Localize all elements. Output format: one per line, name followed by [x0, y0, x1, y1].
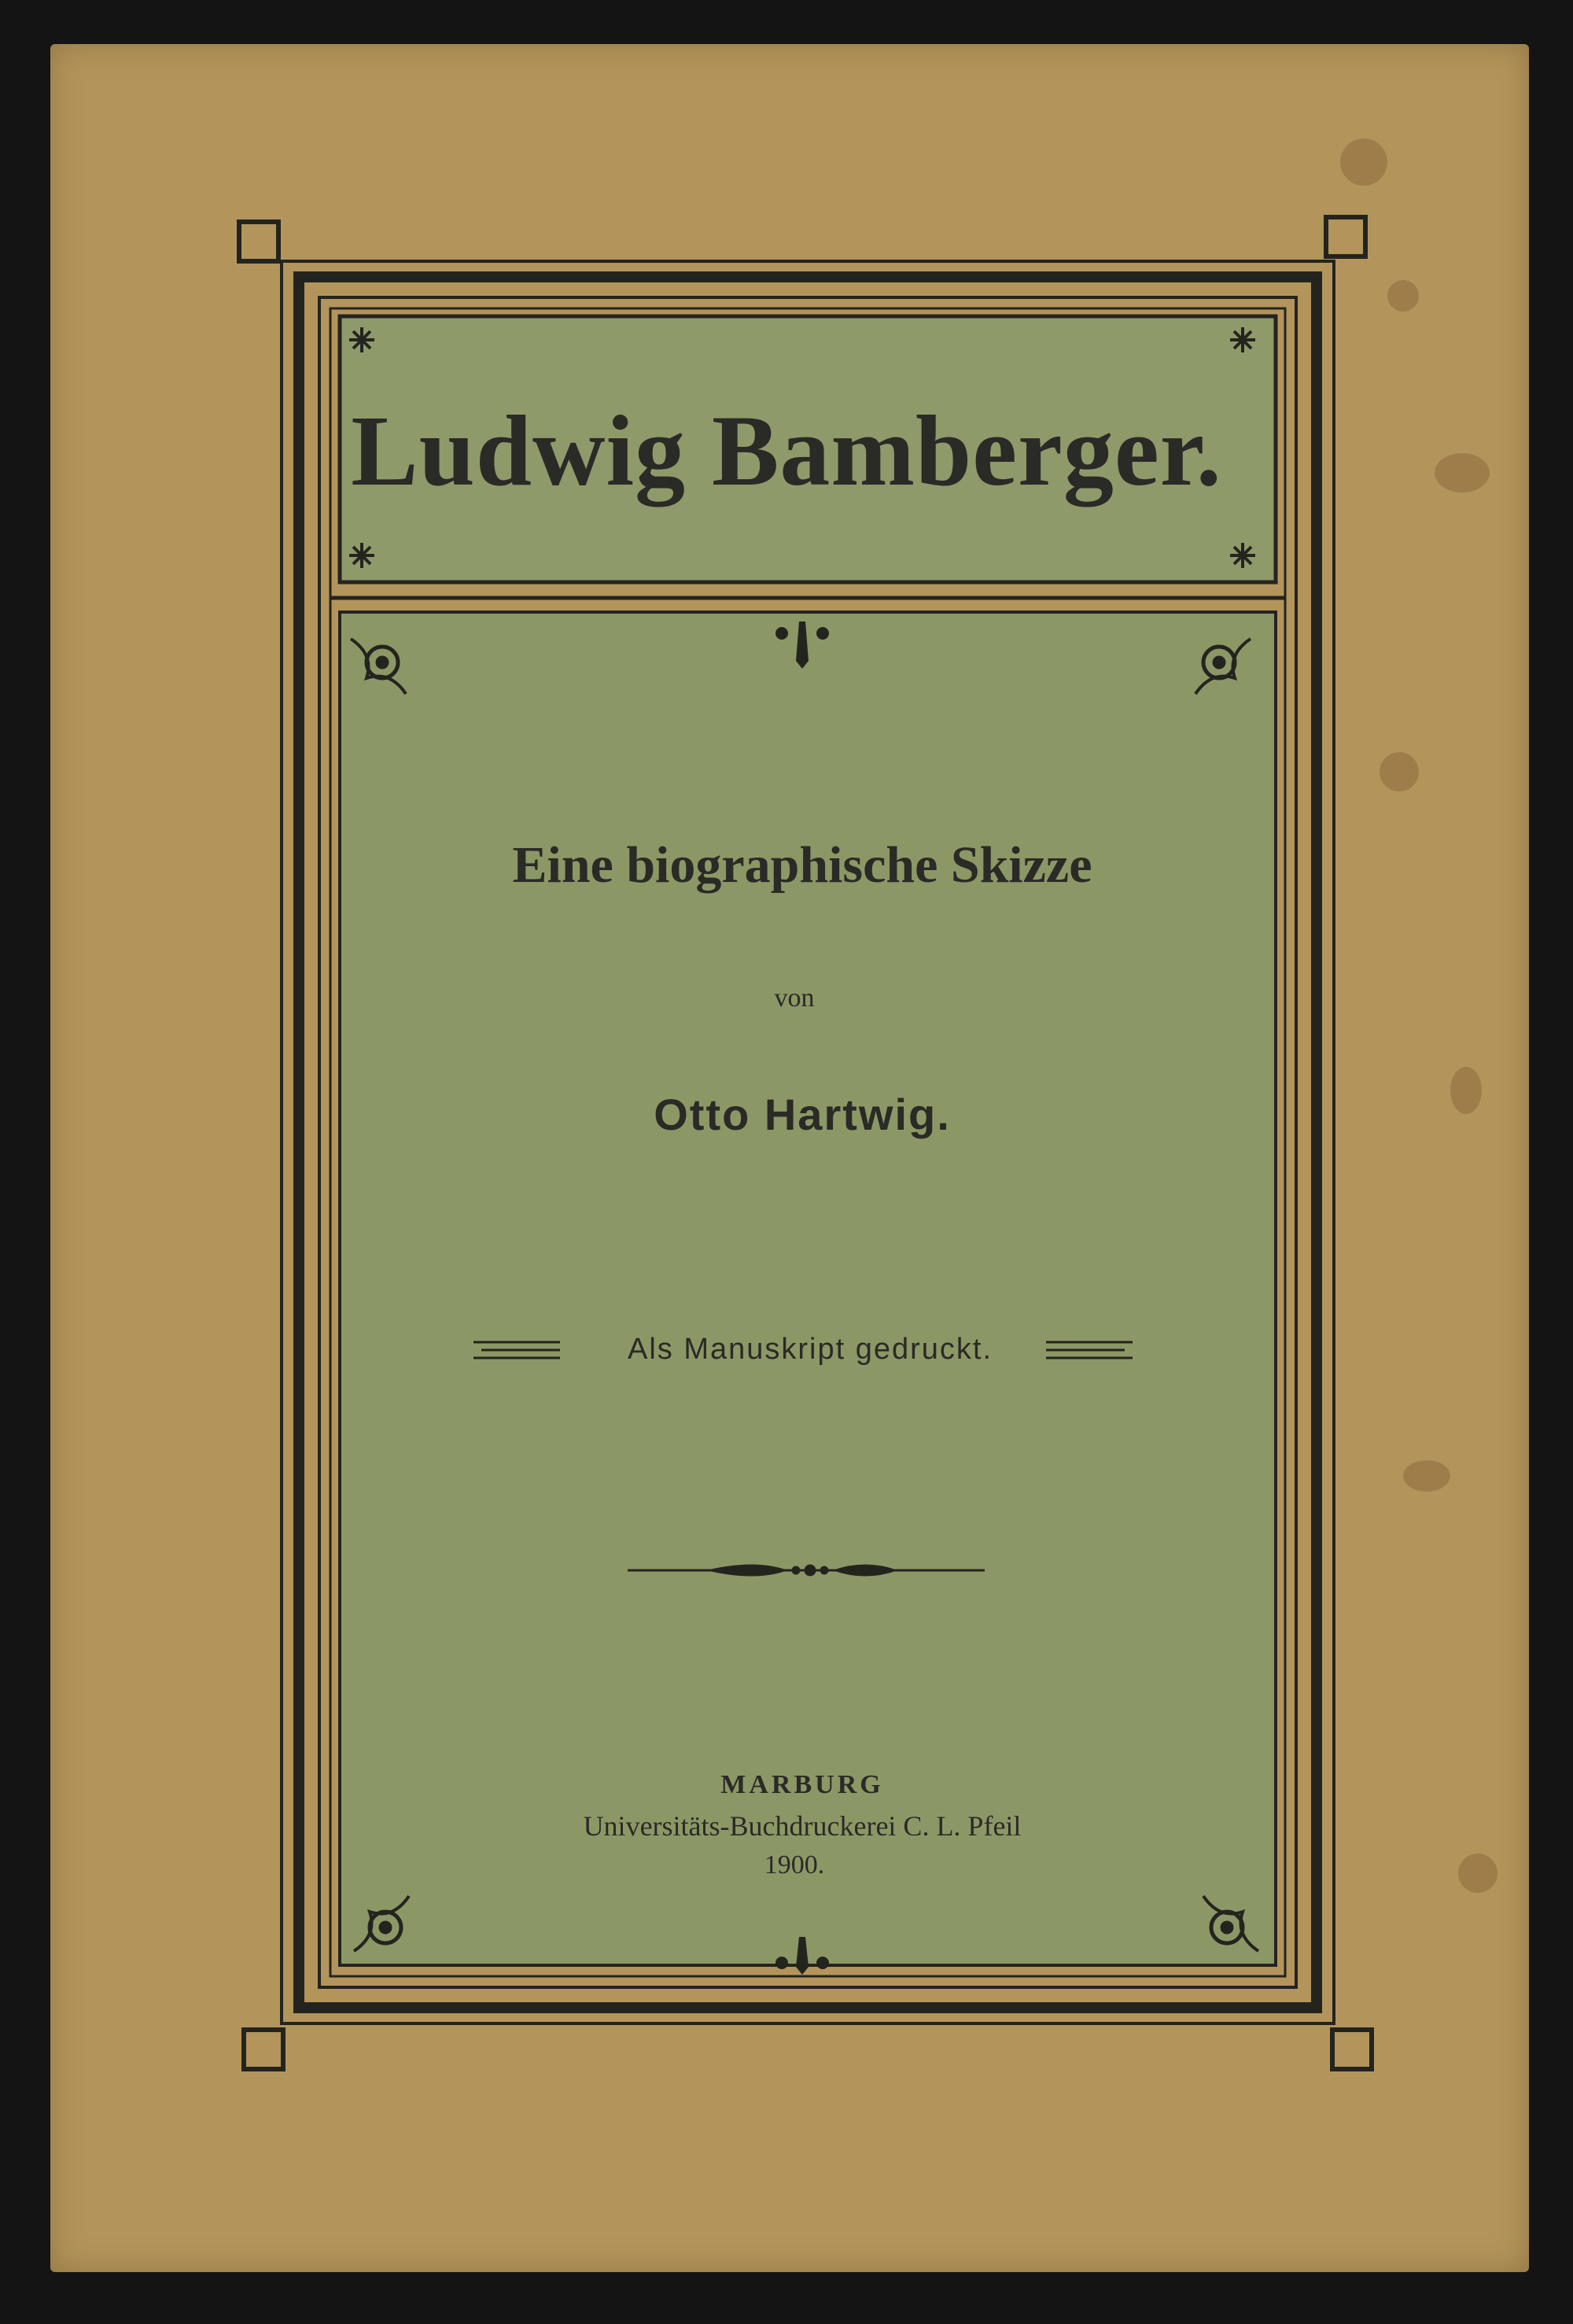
- author-preposition: von: [774, 983, 815, 1013]
- publisher-city: MARBURG: [720, 1770, 884, 1799]
- publisher-name: Universitäts-Buchdruckerei C. L. Pfeil: [583, 1810, 1022, 1842]
- book-subtitle: Eine biographische Skizze: [512, 836, 1092, 894]
- author-name: Otto Hartwig.: [654, 1090, 951, 1139]
- center-divider-ornament: [628, 1565, 985, 1576]
- book-title: Ludwig Bamberger.: [351, 395, 1222, 507]
- print-note: Als Manuskript gedruckt.: [627, 1333, 993, 1366]
- publication-year: 1900.: [764, 1850, 825, 1879]
